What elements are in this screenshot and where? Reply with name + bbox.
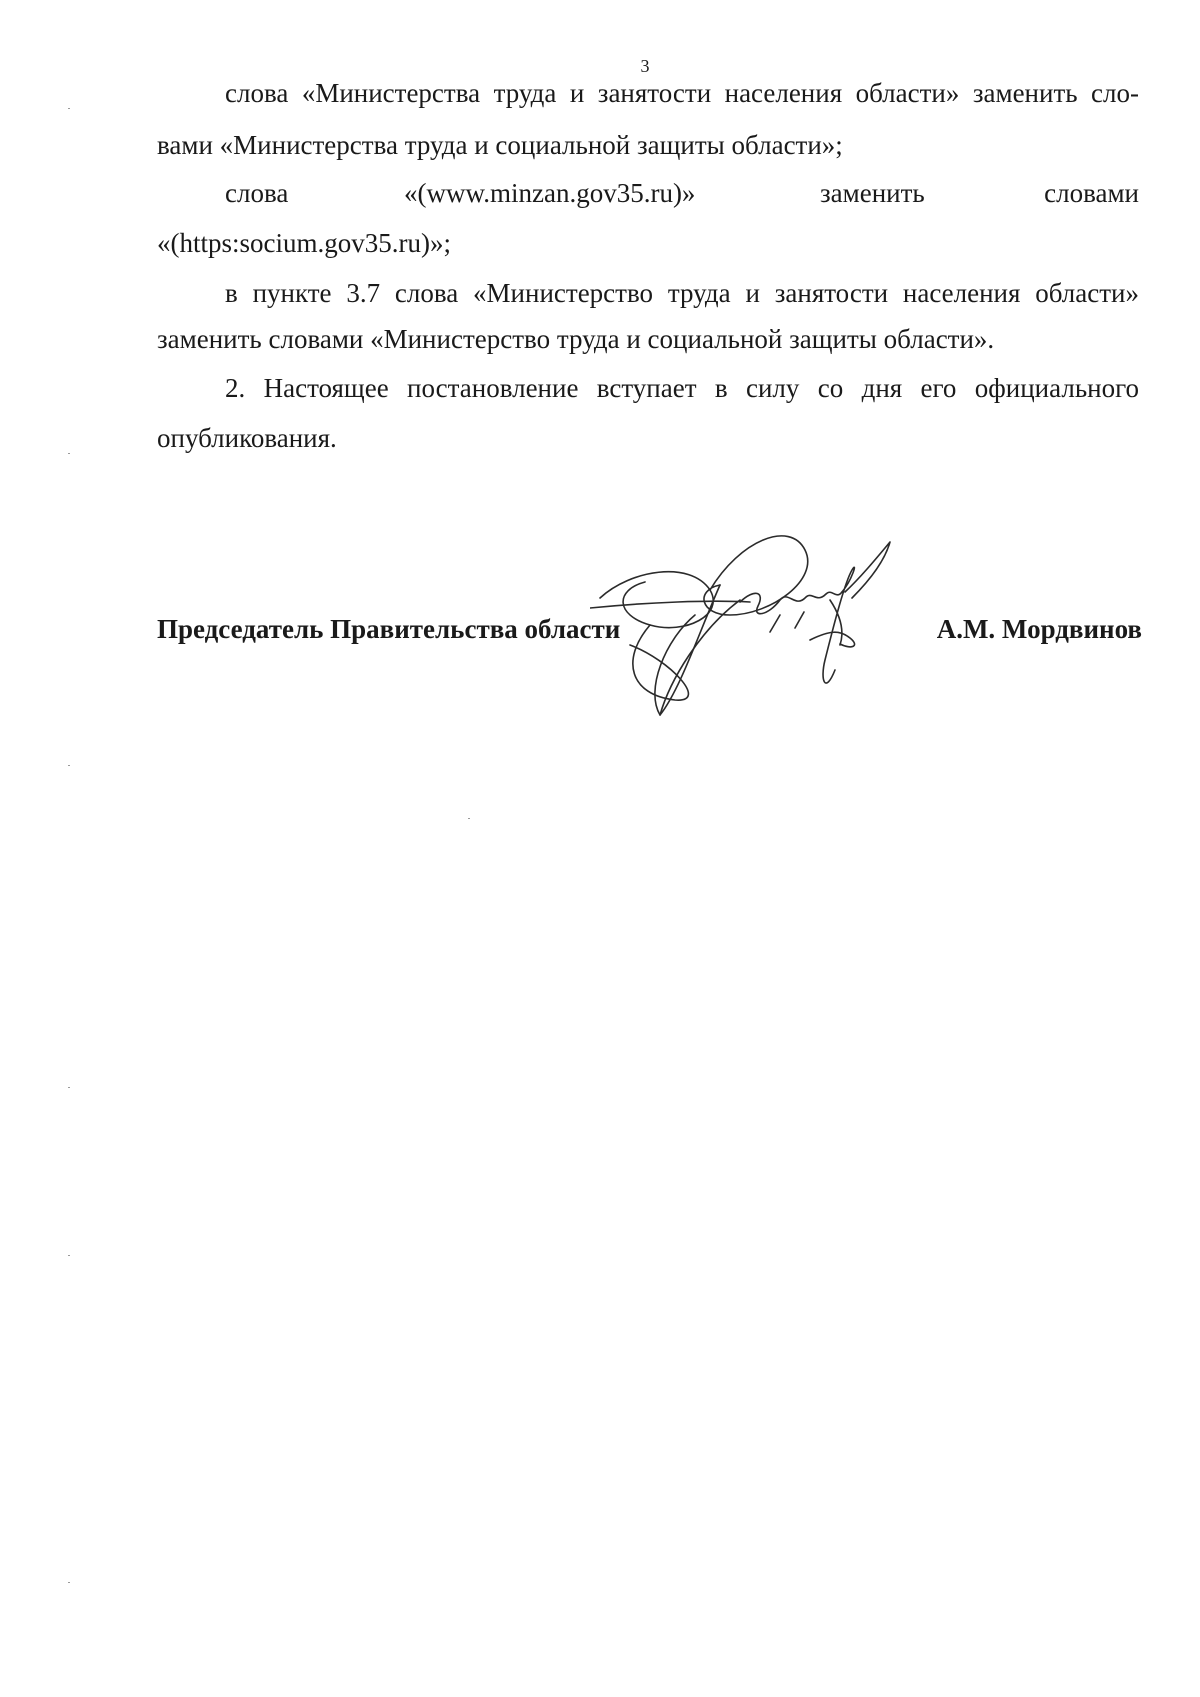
paragraph-4-line-1: 2. Настоящее постановление вступает в силу со дня его официального [225,373,1139,403]
handwritten-signature [590,520,970,720]
scan-margin-mark [68,453,70,454]
paragraph-1-line-1: слова «Министерства труда и занятости населения области» заменить сло- [225,78,1139,108]
scan-margin-mark [68,1087,70,1088]
scan-margin-mark [468,818,470,819]
scan-margin-mark [68,765,70,766]
paragraph-2-word-zamenit: заменить [820,178,925,208]
paragraph-2-line-2: «(https:socium.gov35.ru)»; [157,228,451,258]
paragraph-2-word-slova: слова [225,178,289,208]
paragraph-3-line-2: заменить словами «Министерство труда и социальной защиты области». [157,324,995,354]
scan-margin-mark [68,1255,70,1256]
paragraph-2-url-old: «(www.minzan.gov35.ru)» [404,178,696,208]
paragraph-1-line-2: вами «Министерства труда и социальной защиты области»; [157,130,843,160]
signatory-name: А.М. Мордвинов [936,614,1142,644]
signatory-title: Председатель Правительства области [157,614,621,644]
paragraph-2-word-slovami: словами [1044,178,1139,208]
page-number: 3 [640,56,650,76]
paragraph-3-line-1: в пункте 3.7 слова «Министерство труда и занятости населения области» [225,278,1139,308]
paragraph-2-line-1 [157,178,1139,212]
paragraph-4-line-2: опубликования. [157,423,337,453]
scan-margin-mark [68,108,70,109]
scan-margin-mark [68,1582,70,1583]
